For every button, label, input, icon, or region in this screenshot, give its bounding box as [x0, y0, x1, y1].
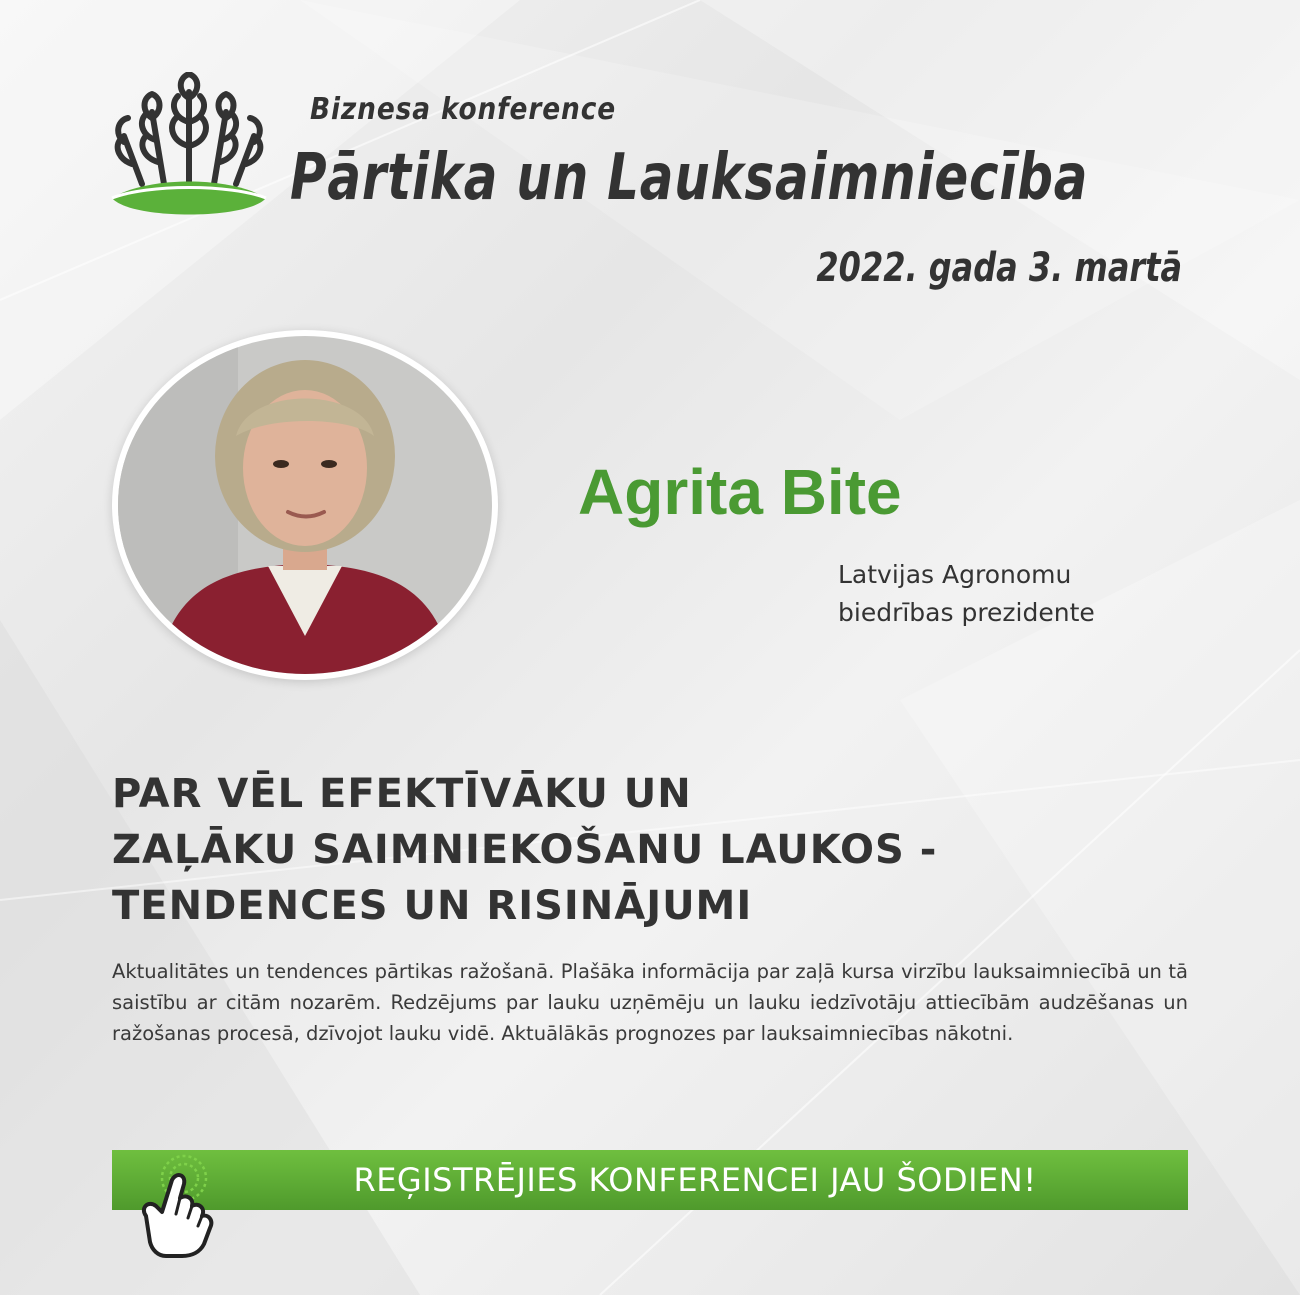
wheat-logo-icon: [108, 72, 270, 224]
speaker-role-line2: biedrības prezidente: [838, 598, 1095, 627]
conference-kicker: Biznesa konference: [310, 92, 617, 127]
talk-title-line3: TENDENCES UN RISINĀJUMI: [112, 883, 753, 929]
speaker-name: Agrita Bite: [578, 456, 902, 528]
speaker-role: [838, 556, 1178, 632]
speaker-role-line1: Latvijas Agronomu: [838, 560, 1072, 589]
pointing-hand-icon: [132, 1150, 218, 1258]
talk-title-line1: PAR VĒL EFEKTĪVĀKU UN: [112, 771, 692, 817]
talk-title-line2: ZAĻĀKU SAIMNIEKOŠANU LAUKOS -: [112, 827, 938, 873]
register-button-label: REĢISTRĒJIES KONFERENCEI JAU ŠODIEN!: [353, 1161, 1037, 1199]
talk-description: Aktualitātes un tendences pārtikas ražošanā. Plašāka informācija par zaļā kursa virzību lauksaimniecībā un tā saistību ar citām nozarēm. Redzējums par lauku uzņēmēju un lauku iedzīvotāju attiecībām audzēšanas un ražošanas procesā, dzīvojot lauku vidē. Aktuālākās prognozes par lauksaimniecības nākotni.: [112, 960, 1188, 1045]
conference-title: Pārtika un Lauksaimniecība: [290, 141, 1089, 215]
register-button[interactable]: [112, 1150, 1188, 1210]
conference-date: 2022. gada 3. martā: [816, 245, 1182, 291]
talk-title: [112, 766, 1202, 934]
speaker-photo: [112, 330, 498, 680]
